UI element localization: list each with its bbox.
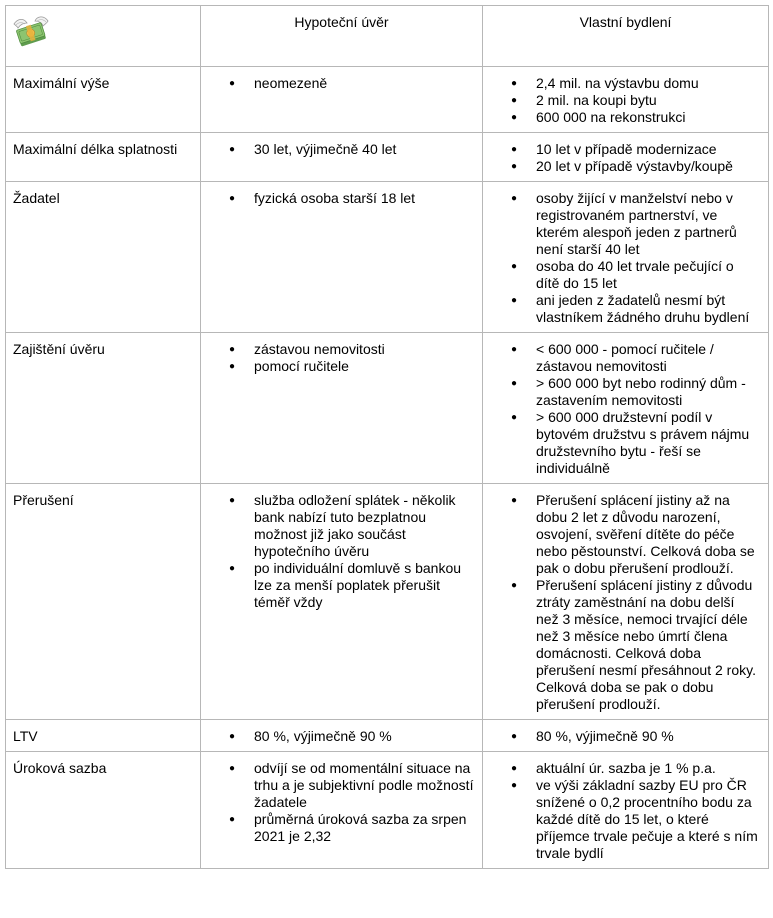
money-with-wings-icon	[12, 12, 50, 50]
own-housing-cell	[483, 484, 769, 720]
bullet-list	[483, 760, 760, 862]
bullet-item: ● Přerušení splácení jistiny až na dobu 2 let z důvodu narození, osvojení, svěření dítěte do péče nebo pěstounství. Celková doba se pak o dobu přerušení prodlouží.	[483, 492, 760, 577]
table-row	[6, 720, 769, 752]
bullet-item: ● 80 %, výjimečně 90 %	[201, 728, 474, 745]
bullet-list	[201, 341, 474, 375]
row-label: Žadatel	[6, 182, 201, 333]
header-own-housing: Vlastní bydlení	[483, 6, 769, 67]
bullet-list	[201, 141, 474, 158]
own-housing-cell	[483, 333, 769, 484]
row-label: Zajištění úvěru	[6, 333, 201, 484]
table-row	[6, 752, 769, 869]
bullet-item: ● odvíjí se od momentální situace na trhu a je subjektivní podle možností žadatele	[201, 760, 474, 811]
bullet-list	[483, 141, 760, 175]
bullet-item: ● průměrná úroková sazba za srpen 2021 je 2,32	[201, 811, 474, 845]
mortgage-cell	[201, 133, 483, 182]
mortgage-cell	[201, 720, 483, 752]
row-label: Maximální délka splatnosti	[6, 133, 201, 182]
bullet-item: ● 2 mil. na koupi bytu	[483, 92, 760, 109]
mortgage-cell	[201, 752, 483, 869]
bullet-item: ● aktuální úr. sazba je 1 % p.a.	[483, 760, 760, 777]
logo-cell	[6, 6, 201, 67]
own-housing-cell	[483, 752, 769, 869]
bullet-item: ● > 600 000 byt nebo rodinný dům - zastavením nemovitosti	[483, 375, 760, 409]
bullet-item: ● zástavou nemovitosti	[201, 341, 474, 358]
own-housing-cell	[483, 133, 769, 182]
bullet-list	[201, 492, 474, 611]
bullet-item: ● služba odložení splátek - několik bank nabízí tuto bezplatnou možnost již jako součást hypotečního úvěru	[201, 492, 474, 560]
bullet-item: ● 2,4 mil. na výstavbu domu	[483, 75, 760, 92]
comparison-table	[5, 5, 769, 869]
own-housing-cell	[483, 182, 769, 333]
bullet-list	[483, 728, 760, 745]
bullet-item: ● osoba do 40 let trvale pečující o dítě do 15 let	[483, 258, 760, 292]
bullet-item: ● > 600 000 družstevní podíl v bytovém družstvu s právem nájmu družstevního bytu - řeší se individuálně	[483, 409, 760, 477]
own-housing-cell	[483, 67, 769, 133]
bullet-item: ● pomocí ručitele	[201, 358, 474, 375]
bullet-item: ● 600 000 na rekonstrukci	[483, 109, 760, 126]
bullet-item: ● 80 %, výjimečně 90 %	[483, 728, 760, 745]
mortgage-cell	[201, 484, 483, 720]
table-row	[6, 133, 769, 182]
bullet-item: ● neomezeně	[201, 75, 474, 92]
bullet-list	[201, 728, 474, 745]
bullet-item: ● 20 let v případě výstavby/koupě	[483, 158, 760, 175]
table-row	[6, 67, 769, 133]
table-row	[6, 484, 769, 720]
bullet-list	[201, 760, 474, 845]
table-row	[6, 333, 769, 484]
mortgage-cell	[201, 182, 483, 333]
bullet-item: ● 10 let v případě modernizace	[483, 141, 760, 158]
row-label: Maximální výše	[6, 67, 201, 133]
header-mortgage: Hypoteční úvěr	[201, 6, 483, 67]
mortgage-cell	[201, 67, 483, 133]
mortgage-cell	[201, 333, 483, 484]
row-label: LTV	[6, 720, 201, 752]
row-label: Přerušení	[6, 484, 201, 720]
bullet-list	[201, 190, 474, 207]
bullet-item: ● < 600 000 - pomocí ručitele / zástavou nemovitosti	[483, 341, 760, 375]
bullet-item: ● Přerušení splácení jistiny z důvodu ztráty zaměstnání na dobu delší než 3 měsíce, nemoci trvající déle než 3 měsíce nebo úmrtí člena domácnosti. Celková doba přerušení nesmí přesáhnout 2 roky. Celková doba se pak o dobu přerušení prodlouží.	[483, 577, 760, 713]
header-row	[6, 6, 769, 67]
bullet-item: ● 30 let, výjimečně 40 let	[201, 141, 474, 158]
bullet-item: ● po individuální domluvě s bankou lze za menší poplatek přerušit téměř vždy	[201, 560, 474, 611]
bullet-item: ● ve výši základní sazby EU pro ČR snížené o 0,2 procentního bodu za každé dítě do 15 let, o které příjemce trvale pečuje a které s ním trvale bydlí	[483, 777, 760, 862]
table-body	[6, 6, 769, 869]
bullet-list	[483, 75, 760, 126]
bullet-item: ● ani jeden z žadatelů nesmí být vlastníkem žádného druhu bydlení	[483, 292, 760, 326]
bullet-list	[201, 75, 474, 92]
bullet-item: ● fyzická osoba starší 18 let	[201, 190, 474, 207]
bullet-list	[483, 190, 760, 326]
own-housing-cell	[483, 720, 769, 752]
bullet-list	[483, 341, 760, 477]
bullet-item: ● osoby žijící v manželství nebo v registrovaném partnerství, ve kterém alespoň jeden z partnerů není starší 40 let	[483, 190, 760, 258]
bullet-list	[483, 492, 760, 713]
row-label: Úroková sazba	[6, 752, 201, 869]
table-row	[6, 182, 769, 333]
